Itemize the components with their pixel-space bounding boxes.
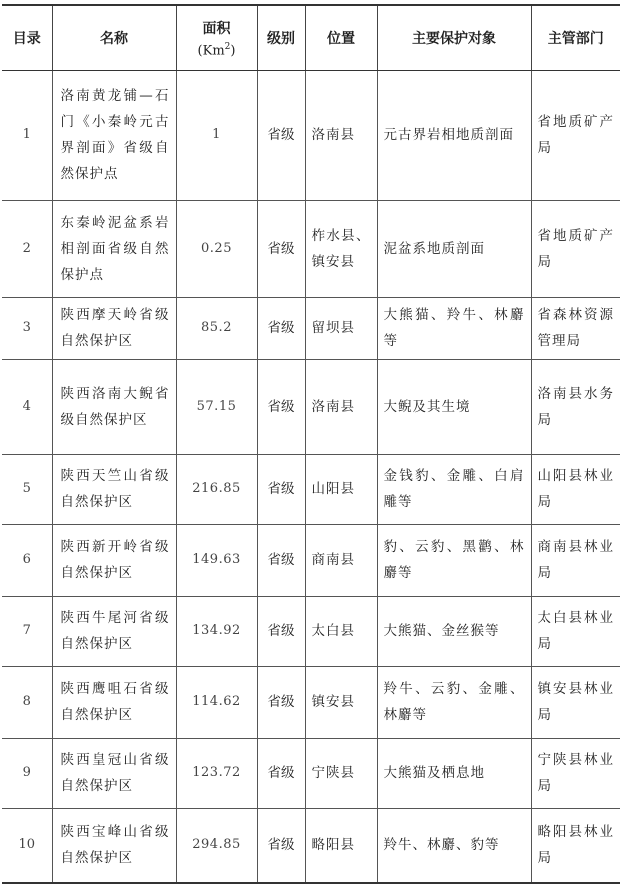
row-index: 3 — [2, 297, 52, 359]
row-department: 镇安县林业局 — [531, 666, 620, 738]
row-name: 陕西宝峰山省级自然保护区 — [52, 808, 176, 883]
header-row — [2, 5, 620, 70]
row-level: 省级 — [257, 70, 305, 200]
row-department: 太白县林业局 — [531, 596, 620, 666]
row-name: 洛南黄龙铺—石门《小秦岭元古界剖面》省级自然保护点 — [52, 70, 176, 200]
table-row — [2, 454, 620, 524]
row-department: 省地质矿产局 — [531, 200, 620, 297]
row-department: 商南县林业局 — [531, 524, 620, 596]
header-department: 主管部门 — [531, 5, 620, 70]
row-name: 陕西新开岭省级自然保护区 — [52, 524, 176, 596]
header-object: 主要保护对象 — [377, 5, 531, 70]
row-department: 洛南县水务局 — [531, 359, 620, 454]
row-department: 略阳县林业局 — [531, 808, 620, 883]
row-location: 镇安县 — [305, 666, 377, 738]
row-area: 0.25 — [176, 200, 257, 297]
table-row — [2, 524, 620, 596]
row-protected-object: 大熊猫、金丝猴等 — [377, 596, 531, 666]
row-department: 省地质矿产局 — [531, 70, 620, 200]
row-location: 山阳县 — [305, 454, 377, 524]
row-level: 省级 — [257, 359, 305, 454]
table-row — [2, 70, 620, 200]
header-area-unit: (Km$^2$) — [197, 41, 236, 58]
row-level: 省级 — [257, 200, 305, 297]
row-protected-object: 泥盆系地质剖面 — [377, 200, 531, 297]
row-department: 山阳县林业局 — [531, 454, 620, 524]
header-area — [176, 5, 257, 70]
row-location: 商南县 — [305, 524, 377, 596]
row-index: 9 — [2, 738, 52, 808]
row-department: 宁陕县林业局 — [531, 738, 620, 808]
row-location: 洛南县 — [305, 70, 377, 200]
row-protected-object: 元古界岩相地质剖面 — [377, 70, 531, 200]
row-level: 省级 — [257, 297, 305, 359]
row-index: 8 — [2, 666, 52, 738]
row-location: 宁陕县 — [305, 738, 377, 808]
table-body — [2, 70, 620, 883]
row-location: 留坝县 — [305, 297, 377, 359]
row-area: 216.85 — [176, 454, 257, 524]
row-area: 114.62 — [176, 666, 257, 738]
table-row — [2, 666, 620, 738]
row-location: 太白县 — [305, 596, 377, 666]
table-row — [2, 200, 620, 297]
row-protected-object: 大鲵及其生境 — [377, 359, 531, 454]
table-row — [2, 596, 620, 666]
row-protected-object: 大熊猫、羚牛、林麝等 — [377, 297, 531, 359]
row-protected-object: 金钱豹、金雕、白肩雕等 — [377, 454, 531, 524]
row-index: 7 — [2, 596, 52, 666]
row-index: 1 — [2, 70, 52, 200]
row-protected-object: 羚牛、云豹、金雕、林麝等 — [377, 666, 531, 738]
row-level: 省级 — [257, 666, 305, 738]
row-name: 陕西皇冠山省级自然保护区 — [52, 738, 176, 808]
table-row — [2, 738, 620, 808]
row-name: 陕西洛南大鲵省级自然保护区 — [52, 359, 176, 454]
header-index: 目录 — [2, 5, 52, 70]
header-name: 名称 — [52, 5, 176, 70]
row-level: 省级 — [257, 738, 305, 808]
row-index: 2 — [2, 200, 52, 297]
row-protected-object: 大熊猫及栖息地 — [377, 738, 531, 808]
nature-reserve-table — [2, 4, 620, 884]
row-protected-object: 羚牛、林麝、豹等 — [377, 808, 531, 883]
row-name: 陕西牛尾河省级自然保护区 — [52, 596, 176, 666]
header-level: 级别 — [257, 5, 305, 70]
table-row — [2, 359, 620, 454]
row-index: 4 — [2, 359, 52, 454]
row-name: 陕西摩天岭省级自然保护区 — [52, 297, 176, 359]
table-row — [2, 297, 620, 359]
table-row — [2, 808, 620, 883]
row-level: 省级 — [257, 596, 305, 666]
row-protected-object: 豹、云豹、黑鹳、林麝等 — [377, 524, 531, 596]
row-area: 149.63 — [176, 524, 257, 596]
row-name: 东秦岭泥盆系岩相剖面省级自然保护点 — [52, 200, 176, 297]
header-area-label: 面积 — [202, 20, 231, 37]
row-name: 陕西天竺山省级自然保护区 — [52, 454, 176, 524]
row-location: 柞水县、镇安县 — [305, 200, 377, 297]
row-location: 略阳县 — [305, 808, 377, 883]
row-location: 洛南县 — [305, 359, 377, 454]
row-department: 省森林资源管理局 — [531, 297, 620, 359]
row-area: 294.85 — [176, 808, 257, 883]
row-name: 陕西鹰咀石省级自然保护区 — [52, 666, 176, 738]
row-area: 57.15 — [176, 359, 257, 454]
row-area: 1 — [176, 70, 257, 200]
row-index: 5 — [2, 454, 52, 524]
row-index: 6 — [2, 524, 52, 596]
row-level: 省级 — [257, 454, 305, 524]
row-level: 省级 — [257, 524, 305, 596]
header-location: 位置 — [305, 5, 377, 70]
row-level: 省级 — [257, 808, 305, 883]
row-area: 85.2 — [176, 297, 257, 359]
row-area: 134.92 — [176, 596, 257, 666]
row-area: 123.72 — [176, 738, 257, 808]
row-index: 10 — [2, 808, 52, 883]
